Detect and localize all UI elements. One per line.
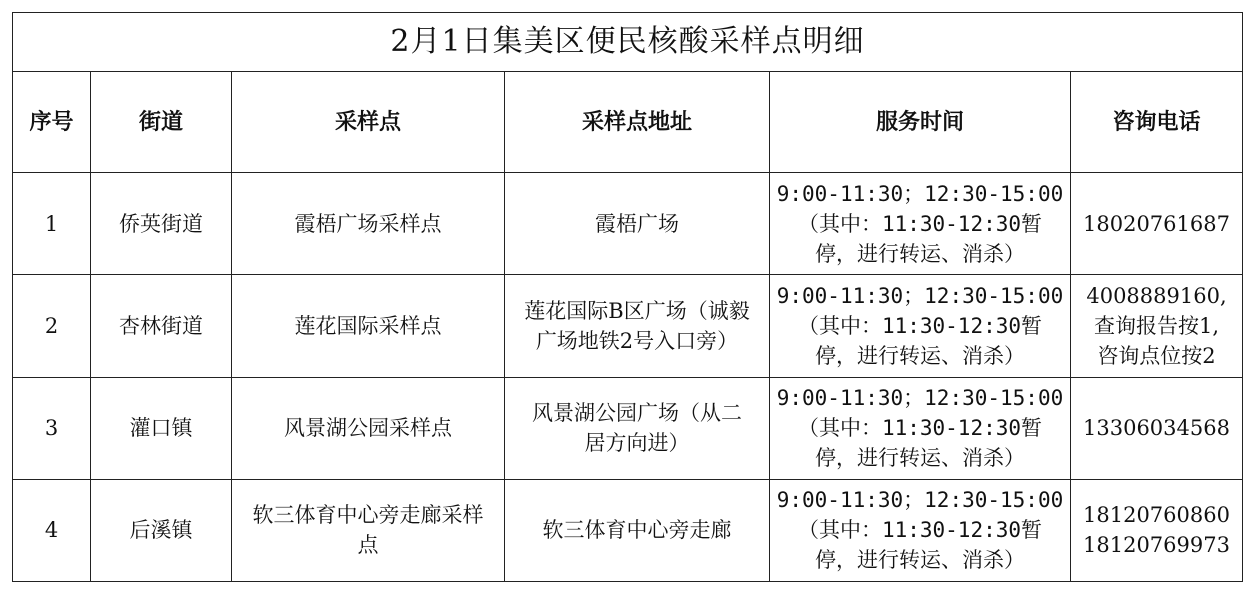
cell-address: 莲花国际B区广场（诚毅 广场地铁2号入口旁） <box>505 275 770 377</box>
cell-phone: 18120760860 18120769973 <box>1071 479 1243 581</box>
cell-street: 侨英街道 <box>91 173 232 275</box>
cell-phone: 13306034568 <box>1071 377 1243 479</box>
table-row <box>13 377 1243 479</box>
cell-phone: 18020761687 <box>1071 173 1243 275</box>
table-title: 2月1日集美区便民核酸采样点明细 <box>13 13 1243 72</box>
header-hours: 服务时间 <box>770 72 1071 173</box>
cell-hours: 9:00-11:30；12:30-15:00 （其中：11:30-12:30暂 停，进行转运、消杀） <box>770 479 1071 581</box>
title-row <box>13 13 1243 72</box>
header-site: 采样点 <box>232 72 505 173</box>
cell-no: 4 <box>13 479 91 581</box>
cell-no: 2 <box>13 275 91 377</box>
table-row <box>13 173 1243 275</box>
cell-site: 莲花国际采样点 <box>232 275 505 377</box>
cell-hours: 9:00-11:30；12:30-15:00 （其中：11:30-12:30暂 停，进行转运、消杀） <box>770 173 1071 275</box>
header-phone: 咨询电话 <box>1071 72 1243 173</box>
cell-site: 霞梧广场采样点 <box>232 173 505 275</box>
header-row <box>13 72 1243 173</box>
header-street: 街道 <box>91 72 232 173</box>
cell-street: 灌口镇 <box>91 377 232 479</box>
cell-hours: 9:00-11:30；12:30-15:00 （其中：11:30-12:30暂 停，进行转运、消杀） <box>770 377 1071 479</box>
table-row <box>13 479 1243 581</box>
cell-street: 后溪镇 <box>91 479 232 581</box>
cell-no: 1 <box>13 173 91 275</box>
table-row <box>13 275 1243 377</box>
cell-address: 软三体育中心旁走廊 <box>505 479 770 581</box>
cell-address: 霞梧广场 <box>505 173 770 275</box>
cell-hours: 9:00-11:30；12:30-15:00 （其中：11:30-12:30暂 停，进行转运、消杀） <box>770 275 1071 377</box>
cell-site: 软三体育中心旁走廊采样 点 <box>232 479 505 581</box>
sampling-sites-table <box>12 12 1243 582</box>
cell-address: 风景湖公园广场（从二 居方向进） <box>505 377 770 479</box>
cell-site: 风景湖公园采样点 <box>232 377 505 479</box>
cell-no: 3 <box>13 377 91 479</box>
header-no: 序号 <box>13 72 91 173</box>
header-address: 采样点地址 <box>505 72 770 173</box>
cell-phone: 4008889160, 查询报告按1, 咨询点位按2 <box>1071 275 1243 377</box>
cell-street: 杏林街道 <box>91 275 232 377</box>
